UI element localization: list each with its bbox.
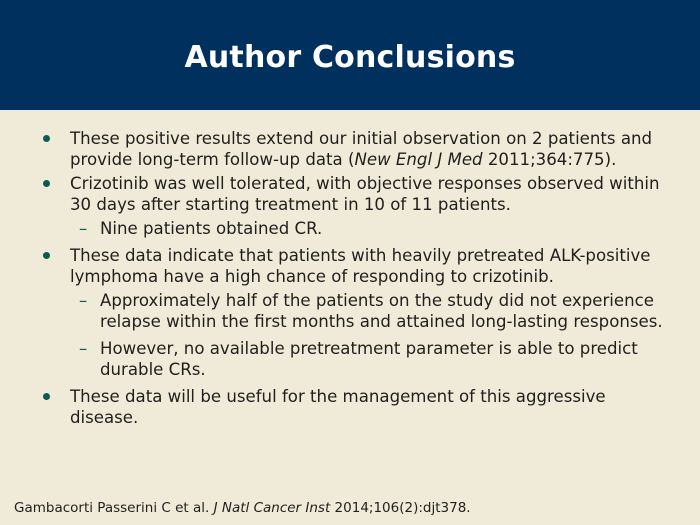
title-bar: [0, 0, 700, 110]
bullet-list: [40, 128, 670, 431]
journal-citation-italic: New Engl J Med: [354, 150, 483, 169]
sub-bullet-item: [40, 338, 670, 380]
slide-title: Author Conclusions: [184, 39, 516, 75]
dash-icon: –: [79, 291, 88, 310]
footer-citation: 2014;106(2):djt378.: [330, 500, 471, 516]
bullet-dot-icon: [43, 135, 50, 142]
bullet-item-2: [40, 173, 670, 215]
sub-bullet-text: However, no available pretreatment parameter is able to predict durable CRs.: [100, 339, 638, 379]
footer-journal: J Natl Cancer Inst: [213, 500, 331, 516]
sub-bullet-text: Approximately half of the patients on the study did not experience relapse within the first months and attained long-lasting responses.: [100, 291, 663, 331]
bullet-item-1: [40, 128, 670, 170]
dash-icon: –: [79, 339, 88, 358]
bullet-text: Crizotinib was well tolerated, with objective responses observed within 30 days after starting treatment in 10 of 11 patients.: [70, 174, 660, 214]
sub-bullet-item: [40, 218, 670, 239]
dash-icon: –: [79, 219, 88, 238]
bullet-text: These positive results extend our initial observation on 2 patients and provide long-term follow-up data (: [70, 129, 653, 169]
bullet-dot-icon: [43, 180, 50, 187]
bullet-text: These data will be useful for the management of this aggressive disease.: [70, 387, 606, 427]
reference-footer: [14, 500, 471, 516]
bullet-text: These data indicate that patients with heavily pretreated ALK-positive lymphoma have a high chance of responding to crizotinib.: [70, 246, 651, 286]
sub-bullet-item: [40, 290, 670, 332]
bullet-dot-icon: [43, 393, 50, 400]
bullet-item-3: [40, 245, 670, 287]
sub-bullet-text: Nine patients obtained CR.: [100, 219, 323, 238]
bullet-dot-icon: [43, 252, 50, 259]
footer-authors: Gambacorti Passerini C et al.: [14, 500, 214, 516]
bullet-item-4: [40, 386, 670, 428]
bullet-text-after: 2011;364:775).: [482, 150, 617, 169]
